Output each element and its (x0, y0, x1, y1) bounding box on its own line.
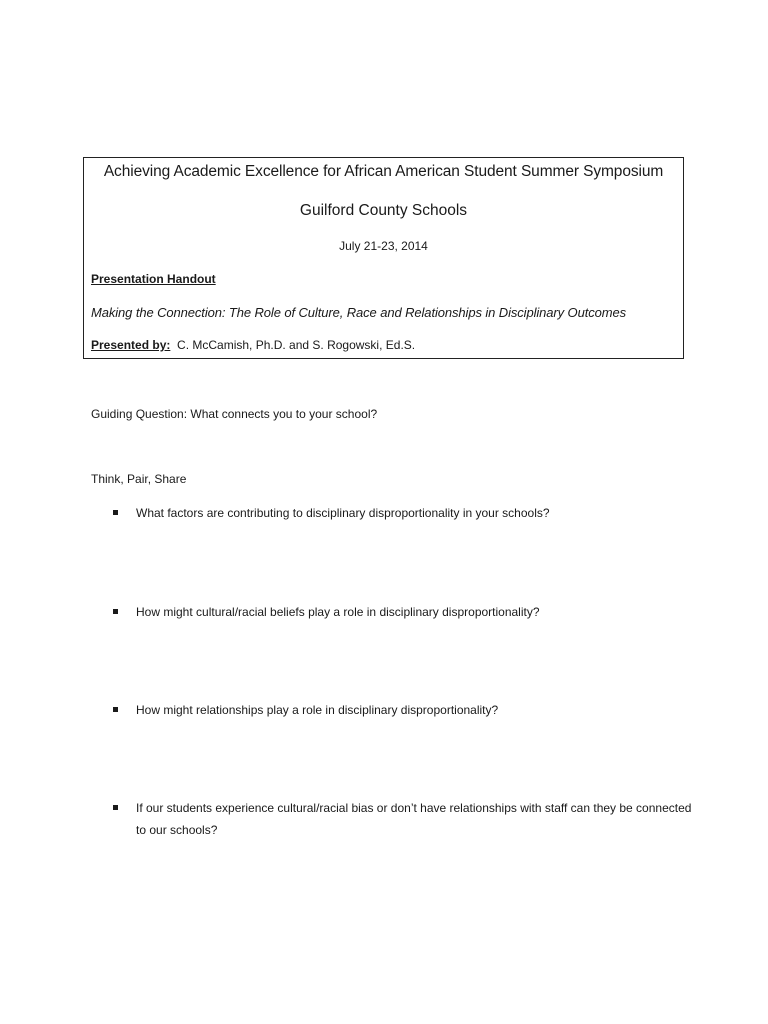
guiding-question: Guiding Question: What connects you to your school? (91, 407, 378, 421)
session-title: Making the Connection: The Role of Culture, Race and Relationships in Disciplinary Outcomes (91, 305, 627, 320)
presenters-line (91, 338, 415, 352)
bullet-icon (113, 707, 118, 712)
symposium-title: Achieving Academic Excellence for African American Student Summer Symposium (103, 163, 664, 180)
question-text: If our students experience cultural/racial bias or don’t have relationships with staff can they be connected to our schools? (136, 801, 692, 837)
question-item (113, 797, 693, 841)
presenter-names: C. McCamish, Ph.D. and S. Rogowski, Ed.S. (177, 338, 416, 352)
bullet-icon (113, 609, 118, 614)
header-box (83, 157, 684, 359)
question-text: What factors are contributing to disciplinary disproportionality in your schools? (136, 506, 550, 520)
event-date: July 21-23, 2014 (339, 239, 428, 253)
district-name: Guilford County Schools (299, 202, 468, 219)
bullet-icon (113, 510, 118, 515)
question-text: How might relationships play a role in disciplinary disproportionality? (136, 703, 499, 717)
question-item (113, 502, 693, 524)
activity-label: Think, Pair, Share (91, 472, 187, 486)
presented-by-label: Presented by: (91, 338, 171, 352)
bullet-icon (113, 805, 118, 810)
question-item (113, 699, 693, 721)
question-item (113, 601, 693, 623)
question-text: How might cultural/racial beliefs play a role in disciplinary disproportionality? (136, 605, 540, 619)
handout-label: Presentation Handout (91, 272, 216, 286)
